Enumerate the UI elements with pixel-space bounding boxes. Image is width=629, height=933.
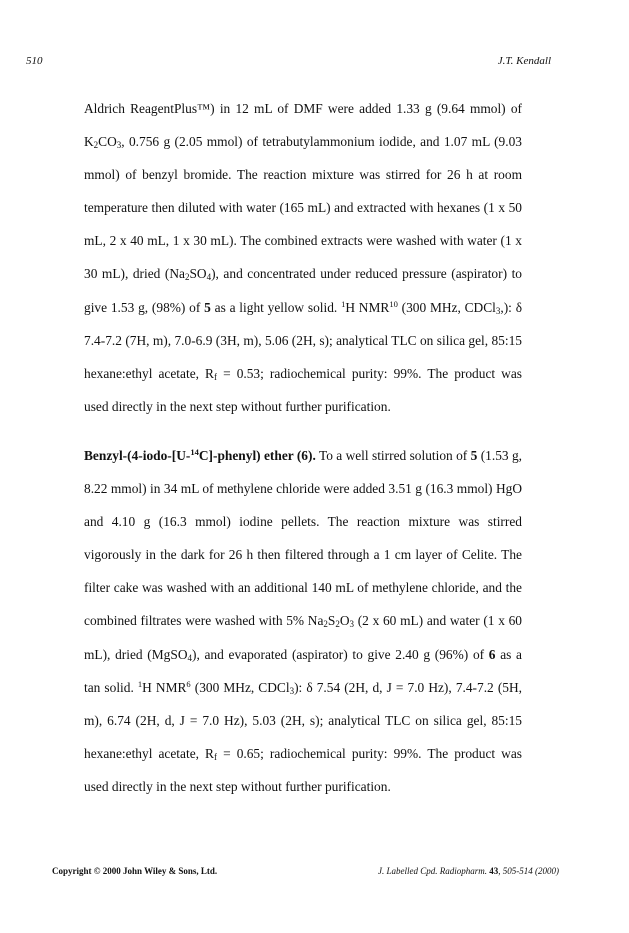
page-number: 510 [26, 55, 43, 67]
paragraph-compound-6: Benzyl-(4-iodo-[U-$^{14}$C]-phenyl) ether (6). To a well stirred solution of 5 (1.53 g, 8.22 mmol) in 34 mL of methylene chloride were added 3.51 g (16.3 mmol) HgO and 4.10 g (16.3 mmol) iodine pellets. The reaction mixture was stirred vigorously in the dark for 26 h then filtered through a 1 cm layer of Celite. The filter cake was washed with an additional 140 mL of methylene chloride, and the combined filtrates were washed with 5% $Na_2S_2O_3$ (2 x 60 mL) and water (1 x 60 mL), dried (MgSO$_4$), and evaporated (aspirator) to give 2.40 g (96%) of 6 as a tan solid. $^1$H NMR$^6$ (300 MHz, CDCl$_3$): δ 7.54 (2H, d, J = 7.0 Hz), 7.4-7.2 (5H, m), 6.74 (2H, d, J = 7.0 Hz), 5.03 (2H, s); analytical TLC on silica gel, 85:15 hexane:ethyl acetate, $R_f = 0.65$; radiochemical purity: 99%. The product was used directly in the next step without further purification. [84, 446, 523, 794]
compound-ref: 5 [204, 299, 211, 315]
section-heading: Benzyl-(4-iodo-[U-$^{14}$C]-phenyl) ether (6). [84, 446, 316, 463]
body-text [84, 92, 522, 803]
compound-ref: 6 [488, 646, 496, 662]
running-header [0, 55, 629, 71]
paragraph-compound-5: Aldrich ReagentPlus™) in 12 mL of DMF were added 1.33 g (9.64 mmol) of $K_2CO_3$, 0.756 g (2.05 mmol) of tetrabutylammonium iodide, and 1.07 mL (9.03 mmol) of benzyl bromide. The reaction mixture was stirred for 26 h at room temperature then diluted with water (165 mL) and extracted with hexanes (1 x 50 mL, 2 x 40 mL, 1 x 30 mL). The combined extracts were washed with water (1 x 30 mL), dried $(Na_2SO_4)$, and concentrated under reduced pressure (aspirator) to give 1.53 g, (98%) of 5 as a light yellow solid. $^1$H NMR$^{10}$ (300 MHz, CDCl$_3$,): δ 7.4-7.2 (7H, m), 7.0-6.9 (3H, m), 5.06 (2H, s); analytical TLC on silica gel, 85:15 hexane:ethyl acetate, $R_f = 0.53$; radiochemical purity: 99%. The product was used directly in the next step without further purification. [84, 101, 523, 414]
journal-citation: J. Labelled Cpd. Radiopharm. 43, 505-514 (2000) [378, 866, 559, 876]
compound-ref: 5 [470, 447, 478, 463]
copyright-notice: Copyright © 2000 John Wiley & Sons, Ltd. [52, 866, 218, 876]
running-author: J.T. Kendall [497, 55, 551, 67]
